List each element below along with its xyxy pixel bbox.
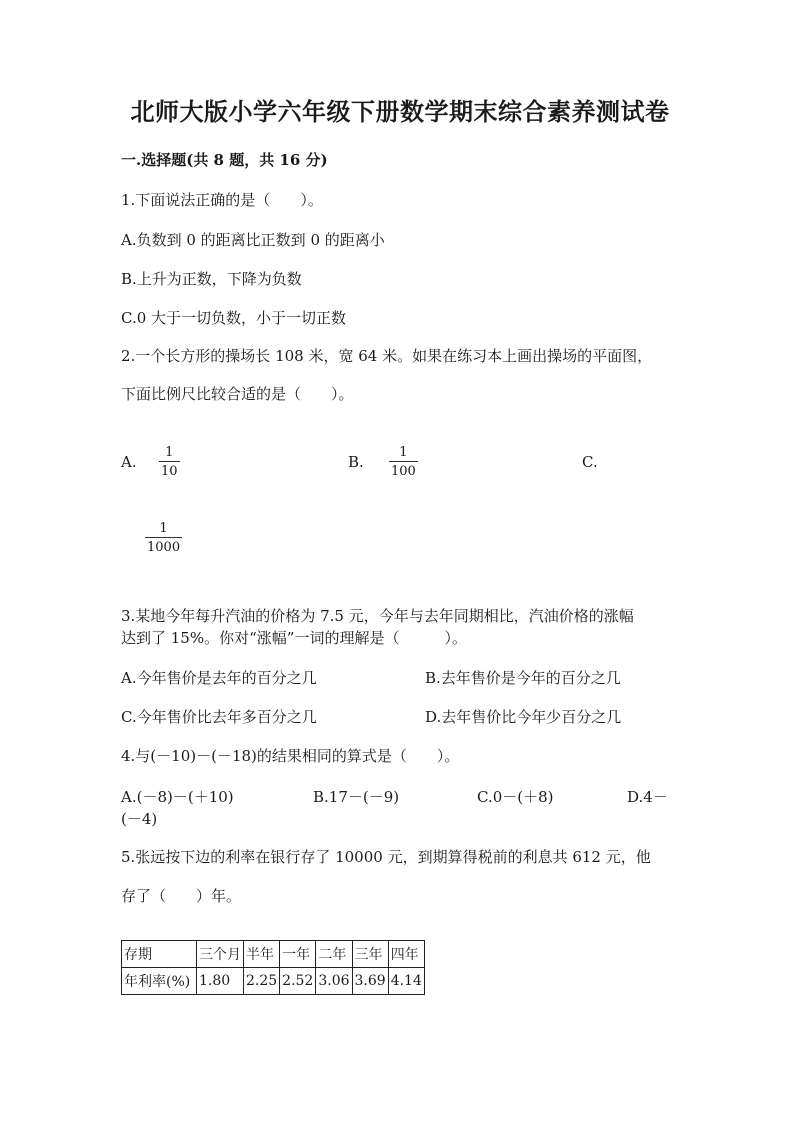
fraction-numerator: 1 [159, 521, 168, 536]
question-4-option-d-line2: (－4) [121, 810, 158, 828]
table-cell: 2.52 [280, 968, 316, 995]
question-2-option-a-fraction [159, 445, 180, 479]
question-1-option-b: B.上升为正数，下降为负数 [121, 270, 302, 288]
interest-rate-table [121, 940, 425, 995]
fraction-denominator: 1000 [147, 540, 181, 555]
fraction-bar [389, 461, 418, 462]
table-cell: 4.14 [388, 968, 424, 995]
question-1-option-c: C.0 大于一切负数，小于一切正数 [121, 309, 347, 327]
table-cell: 年利率(%) [122, 968, 197, 995]
question-3-stem-line2: 达到了 15%。你对“涨幅”一词的理解是（ ）。 [121, 629, 467, 647]
fraction-bar [145, 537, 182, 538]
question-1-stem: 1.下面说法正确的是（ ）。 [121, 191, 323, 209]
table-cell: 半年 [244, 941, 280, 968]
fraction-numerator: 1 [399, 445, 408, 460]
table-cell: 3.69 [352, 968, 388, 995]
table-cell: 存期 [122, 941, 197, 968]
question-3-option-a: A.今年售价是去年的百分之几 [121, 669, 317, 687]
fraction-numerator: 1 [165, 445, 174, 460]
question-3-option-b: B.去年售价是今年的百分之几 [425, 669, 621, 687]
question-4-option-c: C.0－(＋8) [477, 788, 554, 806]
question-2-stem-line1: 2.一个长方形的操场长 108 米，宽 64 米。如果在练习本上画出操场的平面图， [121, 347, 653, 365]
question-4-option-d-line1: D.4－ [627, 788, 668, 806]
table-header-row [122, 941, 425, 968]
question-2-stem-line2: 下面比例尺比较合适的是（ ）。 [121, 385, 354, 403]
question-2-option-b-label: B. [348, 453, 364, 471]
fraction-denominator: 10 [161, 464, 178, 479]
section-heading: 一.选择题(共 8 题，共 16 分) [121, 151, 328, 169]
question-3-stem-line1: 3.某地今年每升汽油的价格为 7.5 元，今年与去年同期相比，汽油价格的涨幅 [121, 607, 634, 625]
table-cell: 二年 [316, 941, 352, 968]
question-4-stem: 4.与(－10)－(－18)的结果相同的算式是（ ）。 [121, 747, 460, 765]
question-4-option-a: A.(－8)－(＋10) [121, 788, 234, 806]
question-2-option-c-fraction [145, 521, 182, 555]
fraction-denominator: 100 [391, 464, 416, 479]
question-3-option-d: D.去年售价比今年少百分之几 [425, 708, 622, 726]
table-cell: 三年 [352, 941, 388, 968]
question-1-option-a: A.负数到 0 的距离比正数到 0 的距离小 [121, 231, 385, 249]
question-5-stem-line2: 存了（ ）年。 [121, 887, 242, 905]
question-2-option-c-label: C. [582, 453, 598, 471]
table-cell: 2.25 [244, 968, 280, 995]
table-cell: 3.06 [316, 968, 352, 995]
table-cell: 一年 [280, 941, 316, 968]
question-2-option-b-fraction [389, 445, 418, 479]
table-cell: 三个月 [197, 941, 244, 968]
fraction-bar [159, 461, 180, 462]
question-2-option-a-label: A. [121, 453, 137, 471]
table-cell: 四年 [388, 941, 424, 968]
page-title: 北师大版小学六年级下册数学期末综合素养测试卷 [130, 97, 670, 126]
table-cell: 1.80 [197, 968, 244, 995]
question-5-stem-line1: 5.张远按下边的利率在银行存了 10000 元，到期算得税前的利息共 612 元，他 [121, 848, 651, 866]
table-row [122, 968, 425, 995]
question-4-option-b: B.17－(－9) [313, 788, 400, 806]
question-3-option-c: C.今年售价比去年多百分之几 [121, 708, 317, 726]
